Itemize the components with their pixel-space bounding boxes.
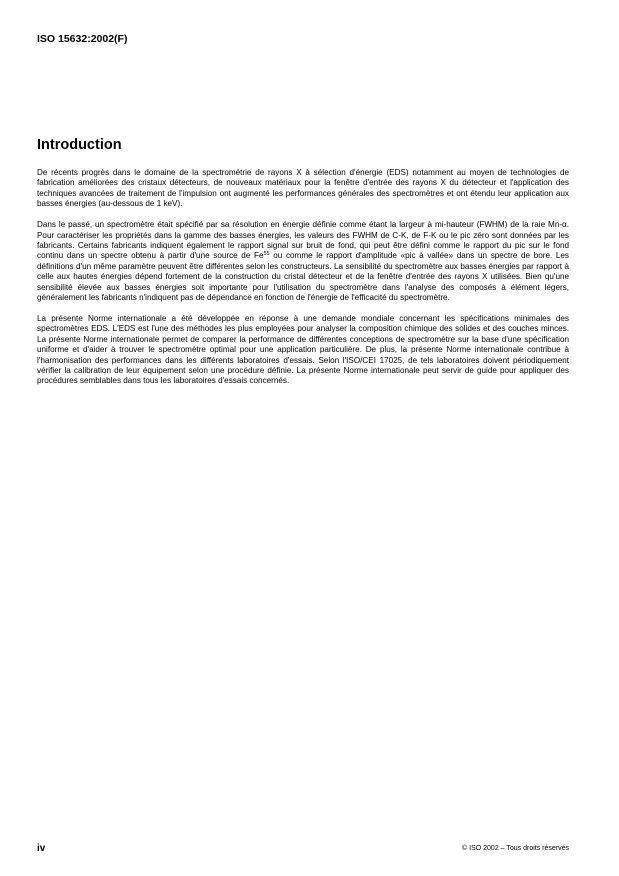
isotope-superscript: 55 bbox=[263, 251, 270, 258]
paragraph-2 bbox=[37, 220, 569, 303]
body-text bbox=[37, 168, 569, 397]
paragraph-3: La présente Norme internationale a été développée en réponse à une demande mondiale concernant les spécifications minimales des spectromètres EDS. L'EDS est l'une des méthodes les plus employées pour analyser la composition chimique des solides et des couches minces. La présente Norme internationale permet de comparer la performance de différentes conceptions de spectromètre sur la base d'une spécification uniforme et d'aider à trouver le spectromètre optimal pour une application particulière. De plus, la présente Norme internationale contribue à l'harmonisation des performances dans les différents laboratoires d'essais. Selon l'ISO/CEI 17025, de tels laboratoires doivent périodiquement vérifier la calibration de leur équipement selon une procédure définie. La présente Norme internationale peut servir de guide pour appliquer des procédures semblables dans tous les laboratoires d'essais concernés. bbox=[37, 313, 569, 386]
paragraph-2-part-2: ou comme le rapport d'amplitude «pic à vallée» dans un spectre de bore. Les définitions d'un même paramètre peuvent être différentes selon les constructeurs. La sensibilité du spectromètre aux basses énergies par rapport à celle aux hautes énergies dépend fortement de la construction du cristal détecteur et de la fenêtre d'entrée des rayons X utilisées. Bien qu'une sensibilité élevée aux basses énergies soit importante pour l'utilisation du spectromètre dans l'analyse des composés à élément légers, généralement les fabricants n'indiquent pas de dépendance en fonction de l'énergie de l'efficacité du spectromètre. bbox=[37, 251, 569, 302]
paragraph-2-part-1: Dans le passé, un spectromètre était spécifié par sa résolution en énergie définie comme étant la largeur à mi-hauteur (FWHM) de la raie Mn-α. Pour caractériser les propriétés dans la gamme des basses énergies, les valeurs des FWHM de C-K, de F-K ou le pic zéro sont données par les fabricants. Certains fabricants indiquent également le rapport signal sur bruit de fond, qui peut être défini comme le rapport du pic sur le fond continu dans un spectre obtenu à partir d'une source de Fe bbox=[37, 220, 569, 261]
copyright-notice: © ISO 2002 – Tous droits réservés bbox=[462, 845, 569, 852]
section-title: Introduction bbox=[37, 137, 122, 153]
paragraph-1: De récents progrès dans le domaine de la spectrométrie de rayons X à sélection d'énergie (EDS) notamment au moyen de technologies de fabrication améliorées des cristaux détecteurs, de nouveaux matériaux pour la fenêtre d'entrée des rayons X du détecteur et l'application des techniques avancées de traitement de l'impulsion ont augmenté les performances générales des spectromètres et ont étendu leur application aux basses énergies (au-dessous de 1 keV). bbox=[37, 168, 569, 209]
page-number: iv bbox=[37, 843, 46, 854]
document-id: ISO 15632:2002(F) bbox=[37, 33, 128, 45]
